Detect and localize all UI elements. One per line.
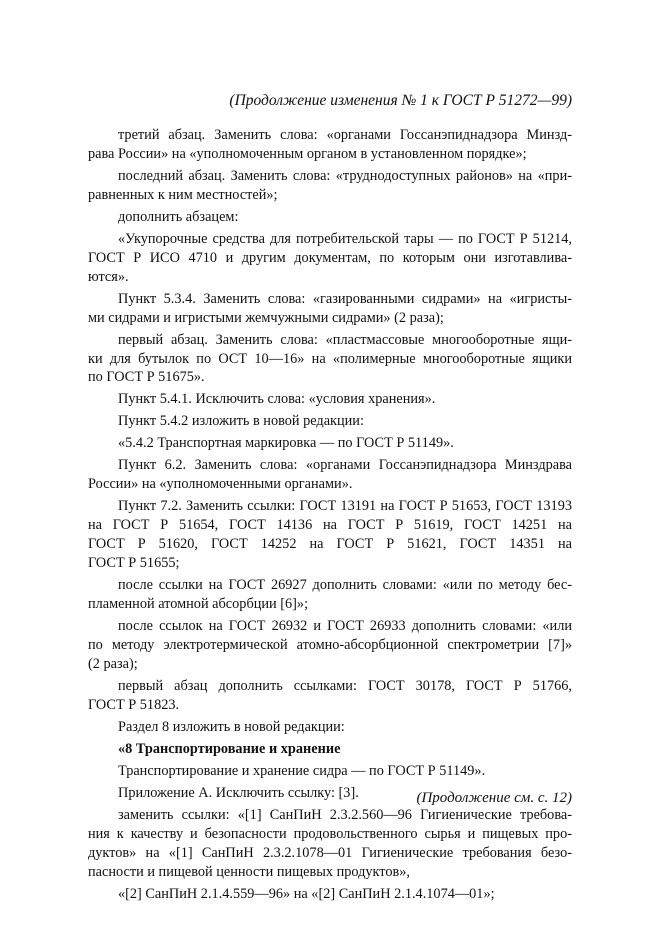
text-line: ки для бутылок по ОСТ 10—16» на «полимерные многооборотные ящики — [88, 350, 572, 367]
paragraph — [88, 718, 572, 737]
paragraph — [88, 434, 572, 453]
page-footer: (Продолжение см. с. 12) — [416, 790, 572, 806]
text-line: первый абзац. Заменить слова: «пластмассовые многооборотные ящи- — [118, 331, 572, 348]
text-line: первый абзац дополнить ссылками: ГОСТ 30178, ГОСТ Р 51766, — [118, 677, 572, 694]
paragraph — [88, 126, 572, 164]
text-line: Пункт 5.4.2 изложить в новой редакции: — [118, 413, 364, 430]
text-line: равненных к ним местностей»; — [88, 186, 278, 203]
text-line: «[2] СанПиН 2.1.4.559—96» на «[2] СанПиН 2.1.4.1074—01»; — [118, 885, 495, 902]
paragraph — [88, 456, 572, 494]
paragraph — [88, 677, 572, 715]
text-line: Пункт 5.4.1. Исключить слова: «условия хранения». — [118, 391, 436, 408]
paragraph — [88, 290, 572, 328]
paragraph — [88, 885, 572, 904]
paragraph — [88, 208, 572, 227]
text-line: дополнить абзацем: — [118, 208, 239, 225]
text-line: по ГОСТ Р 51675». — [88, 369, 205, 386]
text-line: на ГОСТ Р 51654, ГОСТ 14136 на ГОСТ Р 51619, ГОСТ 14251 на — [88, 517, 572, 534]
text-line: «5.4.2 Транспортная маркировка — по ГОСТ Р 51149». — [118, 435, 454, 452]
text-line: после ссылок на ГОСТ 26932 и ГОСТ 26933 дополнить словами: «или — [118, 618, 572, 635]
text-line: ГОСТ Р 51823. — [88, 696, 180, 713]
text-line: ГОСТ Р 51655; — [88, 555, 180, 572]
section-heading: «8 Транспортирование и хранение — [118, 740, 341, 757]
text-line: Пункт 6.2. Заменить слова: «органами Госсанэпиднадзора Минздрава — [118, 457, 572, 474]
text-line: ются». — [88, 268, 129, 285]
text-line: по методу электротермической атомно-абсорбционной спектрометрии [7]» — [88, 637, 572, 653]
text-line: Раздел 8 изложить в новой редакции: — [118, 718, 345, 735]
page-header: (Продолжение изменения № 1 к ГОСТ Р 51272—99) — [229, 92, 572, 109]
paragraph — [88, 412, 572, 431]
document-body — [88, 126, 572, 904]
text-line: Пункт 7.2. Заменить ссылки: ГОСТ 13191 на ГОСТ Р 51653, ГОСТ 13193 — [118, 498, 572, 515]
paragraph — [88, 617, 572, 674]
paragraph — [88, 230, 572, 287]
paragraph — [88, 576, 572, 614]
paragraph — [88, 331, 572, 388]
text-line: ГОСТ Р ИСО 4710 и другим документам, по которым они изготавлива- — [88, 249, 572, 266]
paragraph — [88, 497, 572, 573]
paragraph — [88, 762, 572, 781]
text-line: пасности и пищевой ценности пищевых продуктов», — [88, 863, 410, 880]
text-line: «Укупорочные средства для потребительской тары — по ГОСТ Р 51214, — [118, 230, 572, 247]
paragraph — [88, 806, 572, 882]
text-line: Приложение А. Исключить ссылку: [3]. — [118, 784, 359, 801]
text-line: России» на «уполномоченными органами». — [88, 476, 353, 493]
paragraph — [88, 390, 572, 409]
text-line: пламенной атомной абсорбции [6]»; — [88, 596, 309, 613]
text-line: после ссылки на ГОСТ 26927 дополнить словами: «или по методу бес- — [118, 577, 572, 594]
text-line: (2 раза); — [88, 655, 138, 672]
text-line: последний абзац. Заменить слова: «труднодоступных районов» на «при- — [118, 167, 572, 184]
text-line: рава России» на «уполномоченным органом в установленном порядке»; — [88, 145, 527, 162]
text-line: третий абзац. Заменить слова: «органами Госсанэпиднадзора Минзд- — [118, 127, 572, 143]
text-line: ния к качеству и безопасности продовольственного сырья и пищевых про- — [88, 825, 572, 842]
paragraph — [88, 167, 572, 205]
text-line: Транспортирование и хранение сидра — по ГОСТ Р 51149». — [118, 762, 486, 779]
text-line: ГОСТ Р 51620, ГОСТ 14252 на ГОСТ Р 51621, ГОСТ 14351 на — [88, 536, 572, 553]
paragraph — [88, 740, 572, 759]
text-line: дуктов» на «[1] СанПиН 2.3.2.1078—01 Гигиенические требования безо- — [88, 844, 572, 861]
text-line: ми сидрами и игристыми жемчужными сидрами» (2 раза); — [88, 309, 444, 326]
text-line: заменить ссылки: «[1] СанПиН 2.3.2.560—96 Гигиенические требова- — [118, 806, 572, 823]
text-line: Пункт 5.3.4. Заменить слова: «газированными сидрами» на «игристы- — [118, 290, 572, 307]
